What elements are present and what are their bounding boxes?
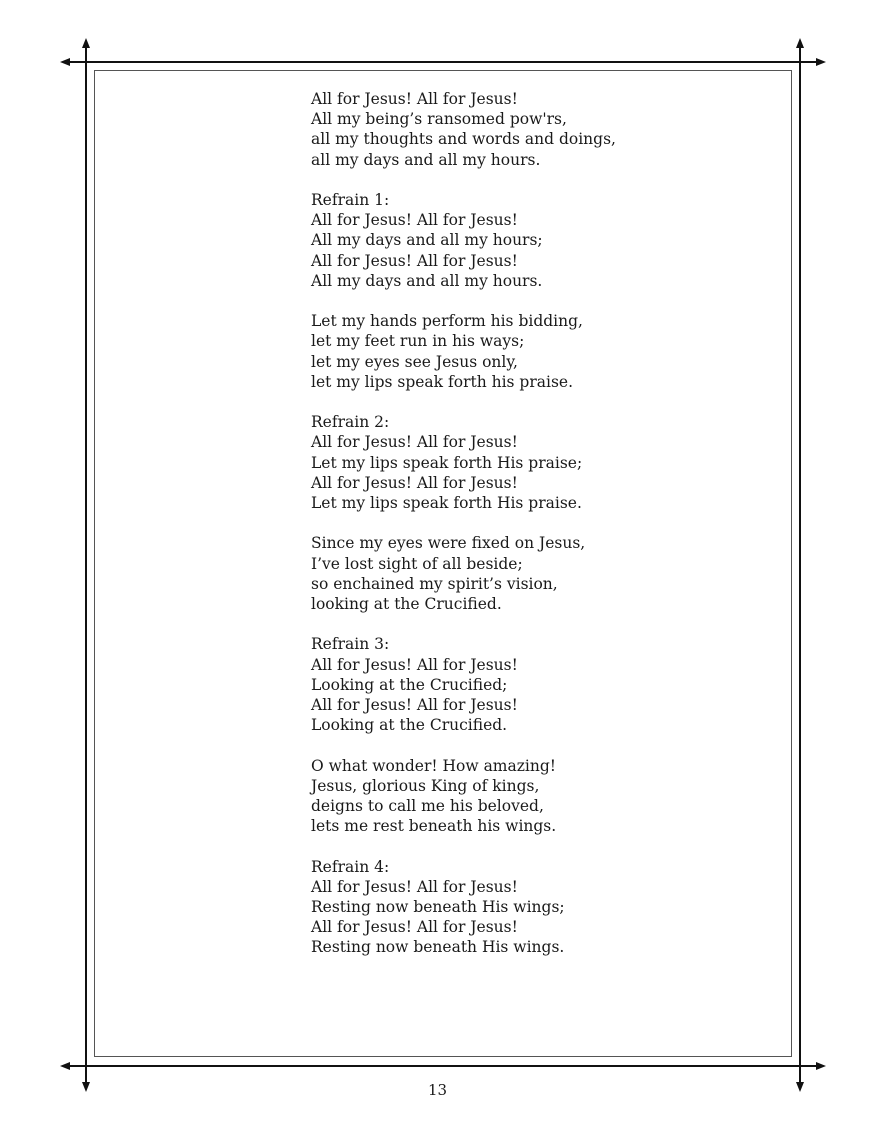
arrow-left-icon <box>60 1062 70 1070</box>
arrow-left-icon <box>60 58 70 66</box>
arrow-up-icon <box>796 38 804 48</box>
stanza-line: let my eyes see Jesus only, <box>311 352 518 371</box>
stanza-refrain-4 <box>311 857 751 958</box>
stanza-line: so enchained my spirit’s vision, <box>311 574 558 593</box>
stanza-line: All for Jesus! All for Jesus! <box>311 251 518 270</box>
stanza-line: O what wonder! How amazing! <box>311 756 557 775</box>
stanza-verse-2 <box>311 311 751 392</box>
refrain-heading: Refrain 3: <box>311 635 390 654</box>
stanza-line: Let my hands perform his bidding, <box>311 312 583 331</box>
stanza-line: All for Jesus! All for Jesus! <box>311 655 518 674</box>
stanza-refrain-2 <box>311 412 751 513</box>
stanza-line: all my thoughts and words and doings, <box>311 130 616 149</box>
stanza-verse-4 <box>311 756 751 837</box>
stanza-line: I’ve lost sight of all beside; <box>311 554 523 573</box>
stanza-line: Jesus, glorious King of kings, <box>311 776 540 795</box>
stanza-verse-1 <box>311 89 751 170</box>
stanza-refrain-1 <box>311 190 751 291</box>
arrow-up-icon <box>82 38 90 48</box>
stanza-line: let my lips speak forth his praise. <box>311 372 574 391</box>
stanza-line: All my being’s ransomed pow'rs, <box>311 110 567 129</box>
refrain-heading: Refrain 1: <box>311 191 390 209</box>
stanza-line: deigns to call me his beloved, <box>311 797 544 816</box>
stanza-line: All my days and all my hours. <box>311 271 543 290</box>
stanza-line: Resting now beneath His wings. <box>311 938 565 957</box>
stanza-line: All for Jesus! All for Jesus! <box>311 90 518 108</box>
stanza-line: let my feet run in his ways; <box>311 332 525 351</box>
stanza-line: All for Jesus! All for Jesus! <box>311 211 518 230</box>
stanza-line: All my days and all my hours; <box>311 231 543 250</box>
hymn-text <box>311 89 751 978</box>
stanza-line: All for Jesus! All for Jesus! <box>311 696 518 715</box>
stanza-line: Let my lips speak forth His praise; <box>311 453 583 472</box>
stanza-line: Since my eyes were fixed on Jesus, <box>311 534 586 553</box>
page-number: 13 <box>427 1081 448 1099</box>
stanza-line: Let my lips speak forth His praise. <box>311 494 582 513</box>
stanza-line: All for Jesus! All for Jesus! <box>311 918 518 937</box>
stanza-refrain-3 <box>311 634 751 735</box>
stanza-line: All for Jesus! All for Jesus! <box>311 877 518 896</box>
arrow-right-icon <box>816 1062 826 1070</box>
arrow-right-icon <box>816 58 826 66</box>
stanza-verse-3 <box>311 533 751 614</box>
stanza-line: All for Jesus! All for Jesus! <box>311 433 518 452</box>
stanza-line: Looking at the Crucified. <box>311 716 508 735</box>
stanza-line: all my days and all my hours. <box>311 150 541 169</box>
refrain-heading: Refrain 4: <box>311 857 390 876</box>
stanza-line: Resting now beneath His wings; <box>311 898 565 917</box>
refrain-heading: Refrain 2: <box>311 413 390 432</box>
stanza-line: All for Jesus! All for Jesus! <box>311 473 518 492</box>
stanza-line: looking at the Crucified. <box>311 595 502 614</box>
stanza-line: lets me rest beneath his wings. <box>311 817 557 836</box>
stanza-line: Looking at the Crucified; <box>311 675 508 694</box>
